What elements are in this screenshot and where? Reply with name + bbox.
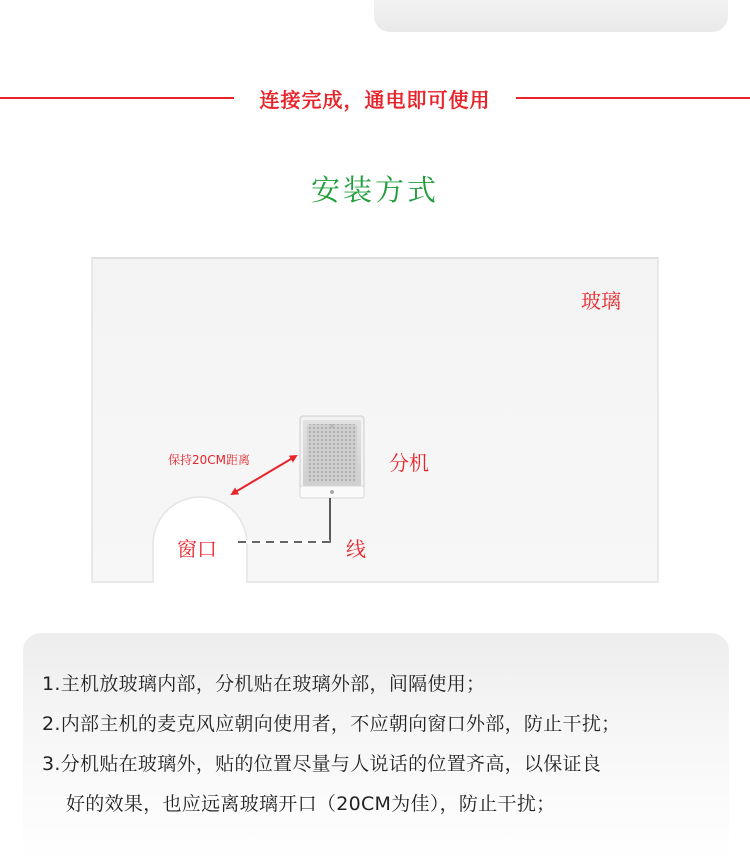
note-line-4: 好的效果，也应远离玻璃开口（20CM为佳），防止干扰； [66, 793, 556, 815]
note-line-3: 3.分机贴在玻璃外，贴的位置尽量与人说话的位置齐高，以保证良 [42, 753, 602, 775]
glass-label: 玻璃 [581, 289, 621, 313]
connection-complete-banner: 连接完成，通电即可使用 [259, 88, 491, 112]
top-card [374, 0, 728, 32]
note-line-2: 2.内部主机的麦克风应朝向使用者，不应朝向窗口外部，防止干扰； [42, 713, 621, 735]
diagram-svg [0, 250, 750, 590]
installation-notes [23, 633, 729, 863]
wire-label: 线 [346, 537, 366, 561]
distance-label: 保持20CM距离 [168, 453, 251, 467]
extension-unit [300, 416, 364, 498]
divider-right [516, 97, 750, 99]
extension-label: 分机 [389, 451, 429, 475]
installation-diagram [0, 250, 750, 590]
section-title: 安装方式 [310, 173, 439, 207]
note-line-1: 1.主机放玻璃内部，分机贴在玻璃外部，间隔使用； [42, 673, 486, 695]
window-label: 窗口 [177, 537, 217, 561]
